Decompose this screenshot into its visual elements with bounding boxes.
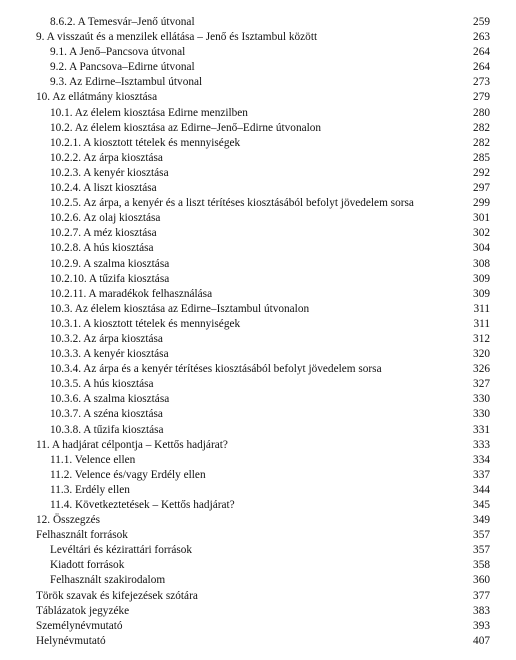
toc-entry (36, 241, 490, 256)
toc-entry (36, 60, 490, 75)
toc-entry-page-number: 308 (473, 257, 490, 270)
toc-entry-title: 10.2.10. A tűzifa kiosztása (50, 272, 170, 285)
toc-entry-title: 11.4. Következtetések – Kettős hadjárat? (50, 499, 235, 511)
toc-entry (36, 392, 490, 407)
toc-entry-page-number: 301 (473, 212, 490, 225)
toc-entry-title: Kiadott források (50, 559, 125, 572)
toc-entry-page-number: 358 (473, 559, 490, 572)
toc-entry-page-number: 311 (473, 302, 490, 315)
table-of-contents (36, 15, 490, 649)
toc-entry-page-number: 299 (473, 197, 490, 210)
toc-entry-title: Helynévmutató (36, 634, 106, 647)
toc-entry (36, 377, 490, 392)
toc-entry (36, 589, 490, 604)
toc-entry-title: 9.1. A Jenő–Pancsova útvonal (50, 46, 186, 59)
toc-entry-page-number: 304 (473, 242, 490, 255)
toc-entry-page-number: 279 (473, 91, 490, 104)
toc-entry-title: Felhasznált források (36, 529, 128, 542)
toc-entry (36, 468, 490, 483)
toc-entry (36, 634, 490, 649)
toc-entry-page-number: 292 (473, 166, 490, 179)
toc-entry-page-number: 264 (473, 61, 490, 74)
toc-entry-title: 11.2. Velence és/vagy Erdély ellen (50, 468, 206, 481)
toc-entry-title: 10.2.2. Az árpa kiosztása (50, 151, 163, 164)
toc-entry-title: 9. A visszaút és a menzilek ellátása – Jenő és Isztambul között (36, 31, 318, 44)
toc-entry-title: 10.3.7. A széna kiosztása (50, 408, 163, 421)
toc-entry-page-number: 280 (473, 106, 490, 119)
toc-entry-page-number: 383 (473, 604, 490, 617)
toc-entry (36, 423, 490, 438)
toc-entry (36, 45, 490, 60)
toc-entry-page-number: 377 (473, 589, 490, 602)
toc-entry (36, 121, 490, 136)
toc-entry (36, 287, 490, 302)
toc-entry (36, 257, 490, 272)
toc-entry-page-number: 320 (473, 348, 490, 361)
toc-entry-page-number: 297 (473, 182, 490, 195)
toc-entry (36, 226, 490, 241)
toc-entry-page-number: 357 (473, 544, 490, 557)
toc-entry (36, 166, 490, 181)
toc-entry-page-number: 312 (473, 332, 490, 345)
toc-entry-page-number: 331 (473, 423, 490, 436)
toc-entry-title: Levéltári és kézirattári források (50, 544, 193, 557)
toc-entry-page-number: 334 (473, 453, 490, 466)
toc-entry-title: 10.3.4. Az árpa és a kenyér térítéses kiosztásából befolyt jövedelem sorsa (50, 363, 382, 376)
toc-entry (36, 15, 490, 30)
toc-entry-page-number: 282 (473, 121, 490, 134)
toc-entry-title: 11.3. Erdély ellen (50, 483, 130, 496)
toc-entry (36, 347, 490, 362)
toc-entry-title: 9.2. A Pancsova–Edirne útvonal (50, 61, 195, 74)
toc-entry (36, 604, 490, 619)
toc-entry-title: 11.1. Velence ellen (50, 453, 136, 466)
toc-entry-page-number: 345 (473, 499, 490, 511)
toc-entry-page-number: 393 (473, 619, 490, 632)
toc-entry-page-number: 330 (473, 408, 490, 421)
toc-entry-title: 10.2.3. A kenyér kiosztása (50, 166, 169, 179)
toc-entry-title: 10.3.6. A szalma kiosztása (50, 393, 170, 406)
toc-entry-page-number: 309 (473, 272, 490, 285)
toc-entry (36, 438, 490, 453)
toc-entry-title: 11. A hadjárat célpontja – Kettős hadjárat? (36, 438, 228, 451)
toc-entry-title: 10.2.11. A maradékok felhasználása (50, 287, 213, 300)
toc-entry-page-number: 326 (473, 363, 490, 376)
toc-entry-title: 10.2.7. A méz kiosztása (50, 227, 157, 240)
toc-entry (36, 528, 490, 543)
toc-entry (36, 543, 490, 558)
toc-entry (36, 196, 490, 211)
toc-entry-page-number: 327 (473, 378, 490, 391)
toc-entry-page-number: 264 (473, 46, 490, 59)
toc-entry (36, 453, 490, 468)
toc-entry-page-number: 285 (473, 151, 490, 164)
toc-entry-page-number: 282 (473, 136, 490, 149)
toc-entry-title: 10.2.4. A liszt kiosztása (50, 182, 157, 195)
toc-entry (36, 619, 490, 634)
toc-entry-page-number: 309 (473, 287, 490, 300)
toc-entry-title: Török szavak és kifejezések szótára (36, 589, 198, 602)
toc-entry-page-number: 344 (473, 483, 490, 496)
toc-entry-title: Felhasznált szakirodalom (50, 574, 166, 587)
toc-entry-title: 10.2.6. Az olaj kiosztása (50, 212, 161, 225)
toc-entry (36, 483, 490, 498)
toc-entry-title: 10.3.1. A kiosztott tételek és mennyiségek (50, 317, 241, 330)
toc-entry-title: 9.3. Az Edirne–Isztambul útvonal (50, 76, 203, 89)
toc-entry (36, 498, 490, 513)
toc-entry-title: 10.3. Az élelem kiosztása az Edirne–Isztambul útvonalon (50, 302, 310, 315)
toc-entry (36, 332, 490, 347)
toc-entry (36, 513, 490, 528)
toc-entry (36, 211, 490, 226)
toc-entry (36, 30, 490, 45)
toc-entry (36, 151, 490, 166)
toc-entry-page-number: 349 (473, 514, 490, 527)
toc-entry-page-number: 333 (473, 438, 490, 451)
toc-entry-page-number: 360 (473, 574, 490, 587)
toc-entry-title: 10.2.5. Az árpa, a kenyér és a liszt térítéses kiosztásából befolyt jövedelem sorsa (50, 197, 414, 210)
toc-entry-title: 12. Összegzés (36, 514, 100, 527)
toc-entry-title: 10.1. Az élelem kiosztása Edirne menzilben (50, 106, 248, 119)
toc-entry (36, 90, 490, 105)
toc-entry-title: 10.3.8. A tűzifa kiosztása (50, 423, 164, 436)
toc-entry (36, 106, 490, 121)
toc-entry (36, 181, 490, 196)
toc-entry-page-number: 311 (473, 317, 490, 330)
toc-entry-title: 10.2.8. A hús kiosztása (50, 242, 154, 255)
toc-entry (36, 302, 490, 317)
toc-entry-title: 10.3.2. Az árpa kiosztása (50, 332, 163, 345)
toc-entry-page-number: 273 (473, 76, 490, 89)
toc-entry-page-number: 407 (473, 634, 490, 647)
toc-entry (36, 136, 490, 151)
toc-entry-title: Személynévmutató (36, 619, 123, 632)
toc-entry-title: Táblázatok jegyzéke (36, 604, 130, 617)
toc-entry-title: 10. Az ellátmány kiosztása (36, 91, 158, 104)
toc-entry-page-number: 302 (473, 227, 490, 240)
toc-entry-title: 10.2.1. A kiosztott tételek és mennyiségek (50, 136, 241, 149)
toc-entry (36, 75, 490, 90)
toc-entry (36, 362, 490, 377)
toc-entry (36, 407, 490, 422)
toc-entry (36, 558, 490, 573)
toc-entry-title: 10.2.9. A szalma kiosztása (50, 257, 170, 270)
toc-entry-title: 8.6.2. A Temesvár–Jenő útvonal (50, 16, 195, 28)
toc-entry-title: 10.2. Az élelem kiosztása az Edirne–Jenő–Edirne útvonalon (50, 121, 322, 134)
toc-entry-page-number: 330 (473, 393, 490, 406)
toc-entry-page-number: 259 (473, 16, 490, 28)
toc-entry (36, 573, 490, 588)
toc-entry-title: 10.3.3. A kenyér kiosztása (50, 348, 169, 361)
toc-entry (36, 272, 490, 287)
toc-entry (36, 317, 490, 332)
toc-entry-title: 10.3.5. A hús kiosztása (50, 378, 154, 391)
toc-entry-page-number: 337 (473, 468, 490, 481)
toc-entry-page-number: 263 (473, 31, 490, 44)
toc-entry-page-number: 357 (473, 529, 490, 542)
